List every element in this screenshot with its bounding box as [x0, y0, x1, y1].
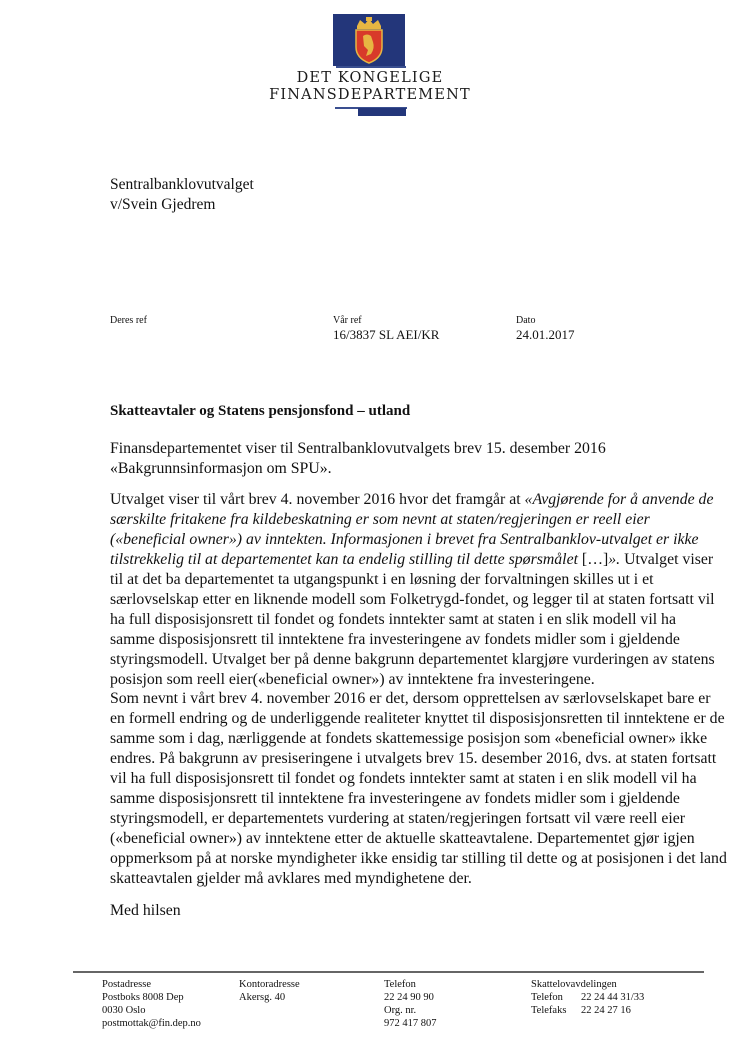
paragraph-1-line-1: Finansdepartementet viser til Sentralbanklovutvalgets brev 15. desember 2016: [110, 440, 606, 457]
footer-telefon-label: Telefon: [384, 979, 416, 990]
letterhead-line2: FINANSDEPARTEMENT: [269, 87, 471, 103]
var-ref: [333, 315, 439, 343]
paragraph-2-quote-end: ».: [608, 551, 621, 568]
closing-salutation: Med hilsen: [110, 902, 181, 919]
footer-department-phone: [531, 991, 644, 1004]
footer-dept-tel-label: Telefon: [531, 992, 563, 1003]
footer-kontor-line1: Akersg. 40: [239, 992, 286, 1003]
recipient-attention: v/Svein Gjedrem: [110, 196, 216, 213]
footer-post-label: Postadresse: [102, 979, 151, 990]
dato: [516, 315, 575, 343]
footer-dept-fax-label: Telefaks: [531, 1005, 567, 1016]
footer-post-line1: Postboks 8008 Dep: [102, 992, 184, 1003]
recipient-name: Sentralbanklovutvalget: [110, 176, 254, 193]
footer-dept-fax-value: 22 24 27 16: [581, 1005, 631, 1016]
recipient-address: [110, 175, 254, 215]
paragraph-2: [110, 490, 722, 690]
paragraph-1: [110, 439, 725, 479]
footer-department-fax: [531, 1004, 644, 1017]
var-ref-label: Vår ref: [333, 315, 362, 326]
footer-divider: [73, 971, 704, 973]
footer-post-line2: 0030 Oslo: [102, 1005, 146, 1016]
letterhead-rule: [336, 66, 406, 68]
footer-email-link[interactable]: postmottak@fin.dep.no: [102, 1018, 201, 1029]
footer-dept-tel-value: 22 24 44 31/33: [581, 992, 645, 1003]
dato-value: 24.01.2017: [516, 327, 575, 342]
paragraph-2-quote: «Avgjørende for å anvende de særskilte fritakene fra kildebeskatning er som nevnt at staten/regjeringen er reell eier («beneficial owner») av inntekten. Informasjonen i brevet fra Sentralbanklov-utvalget er ikke tilstrekkelig til at departementet kan ta endelig stilling til dette spørsmålet: [110, 491, 714, 568]
footer-department-label: Skattelovavdelingen: [531, 979, 617, 990]
letterhead-title: [250, 70, 490, 104]
paragraph-2-ellipsis: […]: [577, 551, 609, 568]
letter-subject: Skatteavtaler og Statens pensjonsfond – utland: [110, 403, 411, 419]
footer-orgnr-value: 972 417 807: [384, 1018, 437, 1029]
footer-orgnr-label: Org. nr.: [384, 1005, 417, 1016]
deres-ref-label: Deres ref: [110, 315, 147, 326]
paragraph-1-line-2: «Bakgrunnsinformasjon om SPU».: [110, 460, 332, 477]
letterhead-block: [358, 108, 406, 116]
var-ref-value: 16/3837 SL AEI/KR: [333, 327, 440, 342]
paragraph-2-body: Utvalget viser til at det ba departementet ta utgangspunkt i en løsning der forvaltningen skilles ut i et særlovselskap etter en liknende modell som Folketrygd-fondet, og legger til at staten fortsatt vil ha full disposisjonsrett til fondet og fondets inntekter samt at staten i en slik modell vil ha samme disposisjonsrett til inntektene fra investeringene av fondets midler som i gjeldende styringsmodell. Utvalget ber på denne bakgrunn departementet klargjøre vurderingen av statens posisjon som reell eier(«beneficial owner») av inntektene fra investeringene.: [110, 551, 715, 688]
footer-postal-address: [102, 978, 201, 1030]
letterhead-emblem-background: [333, 14, 405, 66]
paragraph-3: Som nevnt i vårt brev 4. november 2016 er det, dersom opprettelsen av særlovselskapet bare er en formell endring og de underliggende realiteter knyttet til disposisjonsretten til inntektene er de samme som i dag, nærliggende at fondets skattemessige posisjon som «beneficial owner» ikke endres. På bakgrunn av presiseringene i utvalgets brev 15. desember 2016, dvs. at staten fortsatt vil ha full disposisjonsrett til fondet og fondets inntekter samt at staten i en slik modell vil ha samme disposisjonsrett til inntektene fra investeringene av fondets midler som i gjeldende styringsmodell, er departementets vurdering at staten/regjeringen fortsatt vil være reell eier («beneficial owner») av inntektene etter de aktuelle skatteavtalene. Departementet gjør igjen oppmerksom på at norske myndigheter ikke ensidig tar stilling til dette og at posisjonen i det land skatteavtalen gjelder må avklares med myndighetene der.: [110, 690, 727, 887]
footer-phone: [384, 978, 437, 1030]
dato-label: Dato: [516, 315, 536, 326]
footer-kontor-label: Kontoradresse: [239, 979, 300, 990]
footer-telefon-value: 22 24 90 90: [384, 992, 434, 1003]
footer-office-address: [239, 978, 300, 1004]
paragraph-2-intro: Utvalget viser til vårt brev 4. november 2016 hvor det framgår at: [110, 491, 525, 508]
footer-department: [531, 978, 644, 1017]
coat-of-arms-lion-icon: [333, 14, 405, 66]
letterhead-line1: DET KONGELIGE: [296, 70, 444, 86]
